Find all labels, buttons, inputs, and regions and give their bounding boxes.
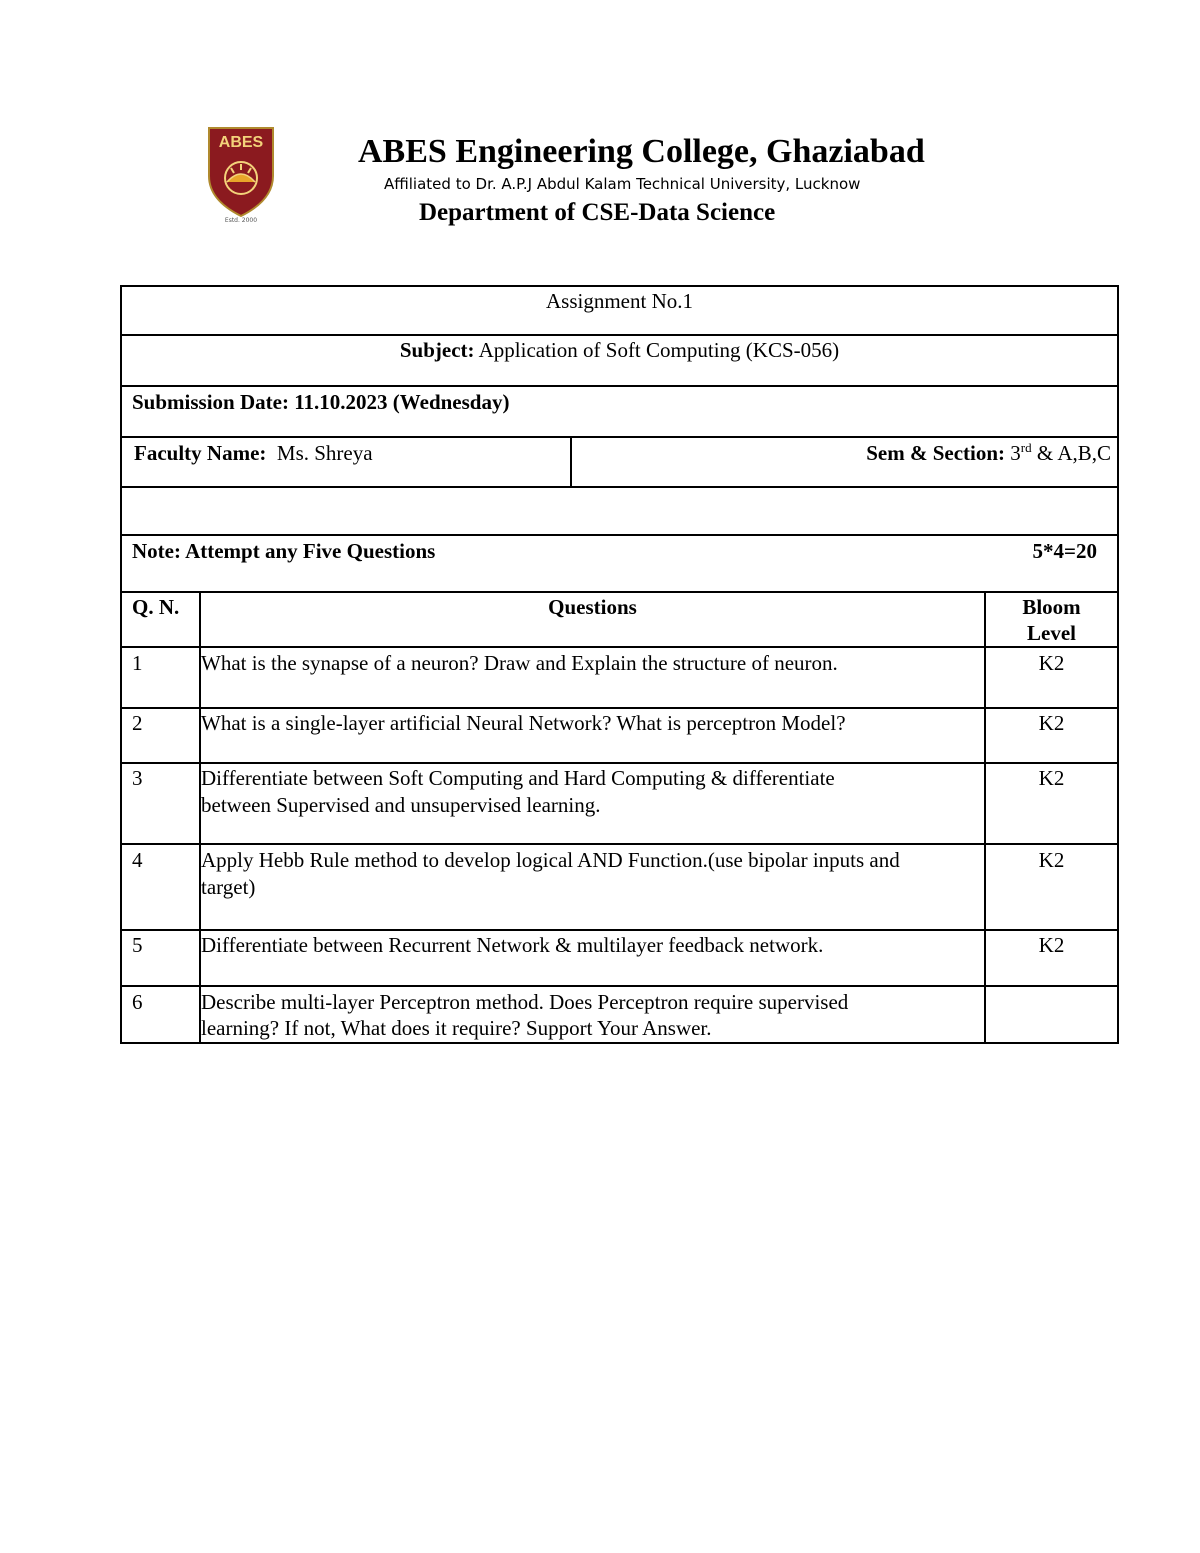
sem-number: 3 <box>1010 441 1021 465</box>
header-questions: Questions <box>548 595 637 619</box>
bloom-level: K2 <box>1038 766 1065 790</box>
submission-date: Submission Date: 11.10.2023 (Wednesday) <box>132 390 510 414</box>
faculty-value: Ms. Shreya <box>276 441 373 465</box>
subject-line <box>120 337 1119 364</box>
department-name: Department of CSE-Data Science <box>419 199 776 226</box>
header-bloom-line2: Level <box>1027 621 1076 645</box>
question-number: 5 <box>132 933 143 957</box>
sem-label: Sem & Section: <box>866 441 1006 465</box>
faculty-line <box>134 440 373 467</box>
subject-label: Subject: <box>399 338 475 362</box>
question-text: Describe multi-layer Perceptron method. Does Perceptron require supervised <box>201 990 849 1014</box>
question-text: What is a single-layer artificial Neural Network? What is perceptron Model? <box>201 711 846 735</box>
question-text-line2: between Supervised and unsupervised learning. <box>201 793 601 817</box>
assignment-title: Assignment No.1 <box>546 289 693 313</box>
college-logo <box>205 126 277 224</box>
bloom-level: K2 <box>1038 711 1065 735</box>
note-text: Note: Attempt any Five Questions <box>132 539 436 563</box>
affiliation-text: Affiliated to Dr. A.P.J Abdul Kalam Technical University, Lucknow <box>384 175 861 193</box>
sem-rest: & A,B,C <box>1036 441 1111 465</box>
question-number: 2 <box>132 711 143 735</box>
header-bloom-line1: Bloom <box>1022 595 1081 619</box>
marks-text: 5*4=20 <box>1032 539 1097 563</box>
question-number: 4 <box>132 848 143 872</box>
question-number: 3 <box>132 766 143 790</box>
sem-suffix: rd <box>1020 440 1032 455</box>
bloom-level: K2 <box>1038 651 1065 675</box>
sem-section-line <box>866 440 1111 467</box>
subject-value: Application of Soft Computing (KCS-056) <box>478 338 840 362</box>
question-text: Apply Hebb Rule method to develop logical AND Function.(use bipolar inputs and <box>201 848 900 872</box>
bloom-level: K2 <box>1038 848 1065 872</box>
question-text: Differentiate between Soft Computing and Hard Computing & differentiate <box>201 766 835 790</box>
question-text: Differentiate between Recurrent Network & multilayer feedback network. <box>201 933 824 957</box>
logo-est: Estd. 2000 <box>224 217 258 224</box>
question-number: 1 <box>132 651 143 675</box>
logo-text: ABES <box>218 134 264 151</box>
faculty-label: Faculty Name: <box>134 441 267 465</box>
header-qn: Q. N. <box>132 595 180 619</box>
college-name: ABES Engineering College, Ghaziabad <box>358 133 925 170</box>
bloom-level: K2 <box>1038 933 1065 957</box>
question-text: What is the synapse of a neuron? Draw and Explain the structure of neuron. <box>201 651 838 675</box>
question-text-line2: learning? If not, What does it require? Support Your Answer. <box>201 1016 712 1040</box>
question-number: 6 <box>132 990 143 1014</box>
question-text-line2: target) <box>201 875 256 899</box>
